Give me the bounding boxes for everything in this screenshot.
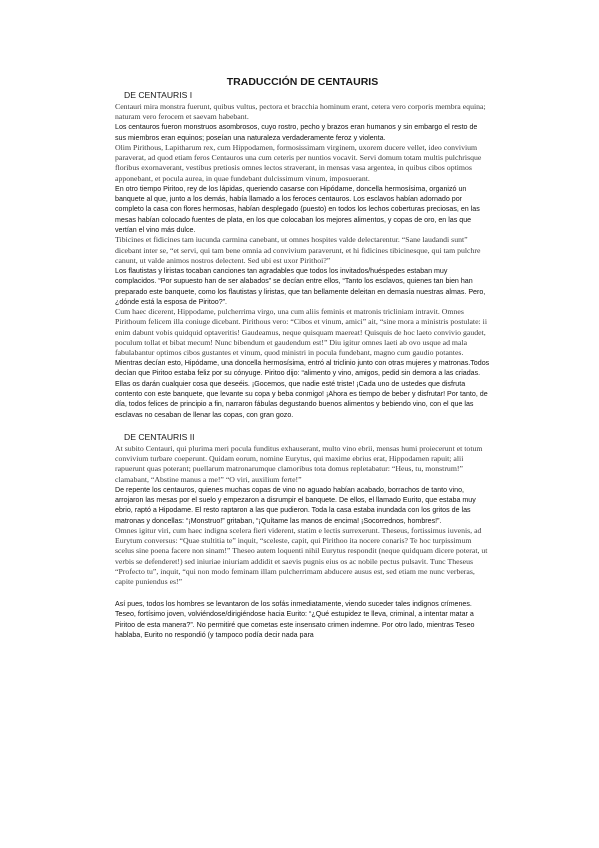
spanish-paragraph: De repente los centauros, quienes muchas copas de vino no aguado habían acabado, borrachos de tanto vino, arrojaron las mesas por el suelo y empezaron a disrumpir el banquete. De ellos, el llamado Eurito, que estaba muy ebrio, raptó a Hipodame. El resto raptaron a las que pudieron. Toda la casa estaba inundada con los gritos de las matronas y doncellas: “¡Monstruo!” gritaban, “¡Quítame las manos de encima! ¡Socorrednos, hombres!”. [115, 485, 476, 525]
latin-paragraph: Cum haec dicerent, Hippodame, pulcherrima virgo, una cum aliis feminis et matronis tricliniam intravit. Omnes Pirithoum felicem illa coniuge dicebant. Pirithous vero: “Cibos et vinum, amici” ait, “sine mora a ministris postulate: ii enim dabunt vobis quidquid optaveritis! Gaudeamus, neque quisquam maereat! Quisquis de hoc laeto convivio gaudet, poculum tollat et bibat mecum! Nunc bibendum et gaudendum est!” Diu igitur omnes laeti ab ovo usque ad mala fabulabantur optimos cibos gustantes et vinum, quod ministri in pocula fundebant, magno cum gaudio potantes. [115, 307, 488, 357]
section-heading-1: DE CENTAURIS I [124, 90, 193, 100]
spanish-paragraph: Así pues, todos los hombres se levantaron de los sofás inmediatamente, viendo suceder tales indignos crímenes. Teseo, fortísimo joven, volviéndose/dirigiéndose hacia Eurito: “¿Qué estupidez te lleva, criminal, a intentar matar a Piritoo de esta manera?”. No permitiré que cometas este insensato crimen indemne. Por otro lado, mientras Teseo hablaba, Eurito no respondió (y tampoco podía decir nada para [115, 600, 475, 639]
latin-paragraph: Olim Pirithous, Lapitharum rex, cum Hippodamen, formosissimam virginem, uxorem ducere vellet, ideo convivium paraverat, ad quod etiam feros Centauros una cum ceteris per nuntios vocavit. Servi domum totam multis pulchrisque floribus exornaverant, vestibus pretiosis omnes lectos straverant, in mensas vasa argentea, in quibus cibos optimos apponebant, et pocula aurea, in quae fundebant dulcissimum vinum, imposuerant. [115, 143, 482, 183]
spanish-paragraph: En otro tiempo Piritoo, rey de los lápidas, queriendo casarse con Hipódame, doncella hermosísima, organizó un banquete al que, junto a los demás, había llamado a los feroces centauros. Los esclavos habían adornado por completo la casa con flores hermosas, habían desplegado (puesto) en todos los lechos coberturas preciosas, en las mesas habían colocado fuentes de plata, en los que colocaban los mejores alimentos, y copas de oro, en las que vertían el vino más dulce. [115, 184, 480, 234]
spanish-paragraph: Los flautistas y liristas tocaban canciones tan agradables que todos los invitados/huéspedes estaban muy complacidos. “Por supuesto han de ser alabados” se decían entre ellos, “Tanto los esclavos, quienes tan bien han preparado este banquete, como los flautistas y liristas, que tan bellamente deleitan en demasía nuestras almas. Pero, ¿dónde está la esposa de Piritoo?”. [115, 266, 486, 306]
document-body [115, 76, 490, 640]
latin-paragraph: Tibicines et fidicines tam iucunda carmina canebant, ut omnes hospites valde delectarentur. “Sane laudandi sunt” dicebant inter se, “et servi, qui tam bene omnia ad convivium paraverunt, et hi fidicines tibicinesque, qui tam pulchre canunt, ut valde animos nostros delectent. Sed ubi est uxor Pirithoi?” [115, 235, 481, 265]
latin-paragraph: At subito Centauri, qui plurima meri pocula funditus exhauserant, multo vino ebrii, mensas humi proiecerunt et totum convivium turbare coeperunt. Quidam eorum, nomine Eurytus, qui maxime ebrius erat, Hippodamen rapuit; alii rapuerunt quas poterant; puellarum matronarumque clamoribus tota domus repletabatur: “Heus, tu, monstrum!” clamabant, “Abstine manus a me!” “O viri, auxilium ferte!” [115, 443, 483, 484]
section-heading-2: DE CENTAURIS II [124, 431, 195, 442]
document-title: TRADUCCIÓN DE CENTAURIS [226, 76, 379, 88]
latin-paragraph: Centauri mira monstra fuerunt, quibus vultus, pectora et bracchia hominum erant, cetera vero corporis membra equina; naturam vero ferocem et saevam habebant. [115, 102, 486, 122]
spanish-paragraph: Mientras decían esto, Hipódame, una doncella hermosísima, entró al triclinio junto con otras mujeres y matronas.Todos decían que Piritoo estaba feliz por su cónyuge. Piritoo dijo: “alimento y vino, amigos, pedid sin demora a las criadas. Ellas os darán cualquier cosa que deseéis. ¡Gocemos, que nadie esté triste! ¡Cada uno de ustedes que disfruta contento con este banquete, que levante su copa y beba conmigo! ¡Ahora es tiempo de beber y disfrutar! Por tanto, de día, todos felices de principio a fin, narraron fábulas degustando buenos alimentos y bebiendo vino, con el que las esclavas no cesaban de llenar las copas, con gran gozo. [115, 359, 490, 419]
spanish-paragraph: Los centauros fueron monstruos asombrosos, cuyo rostro, pecho y brazos eran humanos y sin embargo el resto de sus miembros eran equinos; poseían una naturaleza verdaderamente feroz y violenta. [115, 123, 478, 142]
latin-paragraph: Omnes igitur viri, cum haec indigna scelera fieri viderent, statim e lectis surrexerunt. Theseus, fortissimus iuvenis, ad Eurytum conversus: “Quae stultitia te” inquit, “sceleste, capit, qui Pirithoo ita nocere conaris? Te hoc turpissimum scelus sine poena facere non sinam!” Theseo autem loquenti nihil Eurytus respondit (neque quidquam dicere poterat, ut verbis se defenderet!) sed iniuriae iniuriam addidit et saevis pugnis eius os ac nobile pectus pulsavit. Tunc Theseus “Profecto tu”, inquit, “qui non modo feminam illam pulcherrimam abducere ausus est, sed etiam me nunc verberas, capite puniendus es!” [115, 525, 488, 586]
